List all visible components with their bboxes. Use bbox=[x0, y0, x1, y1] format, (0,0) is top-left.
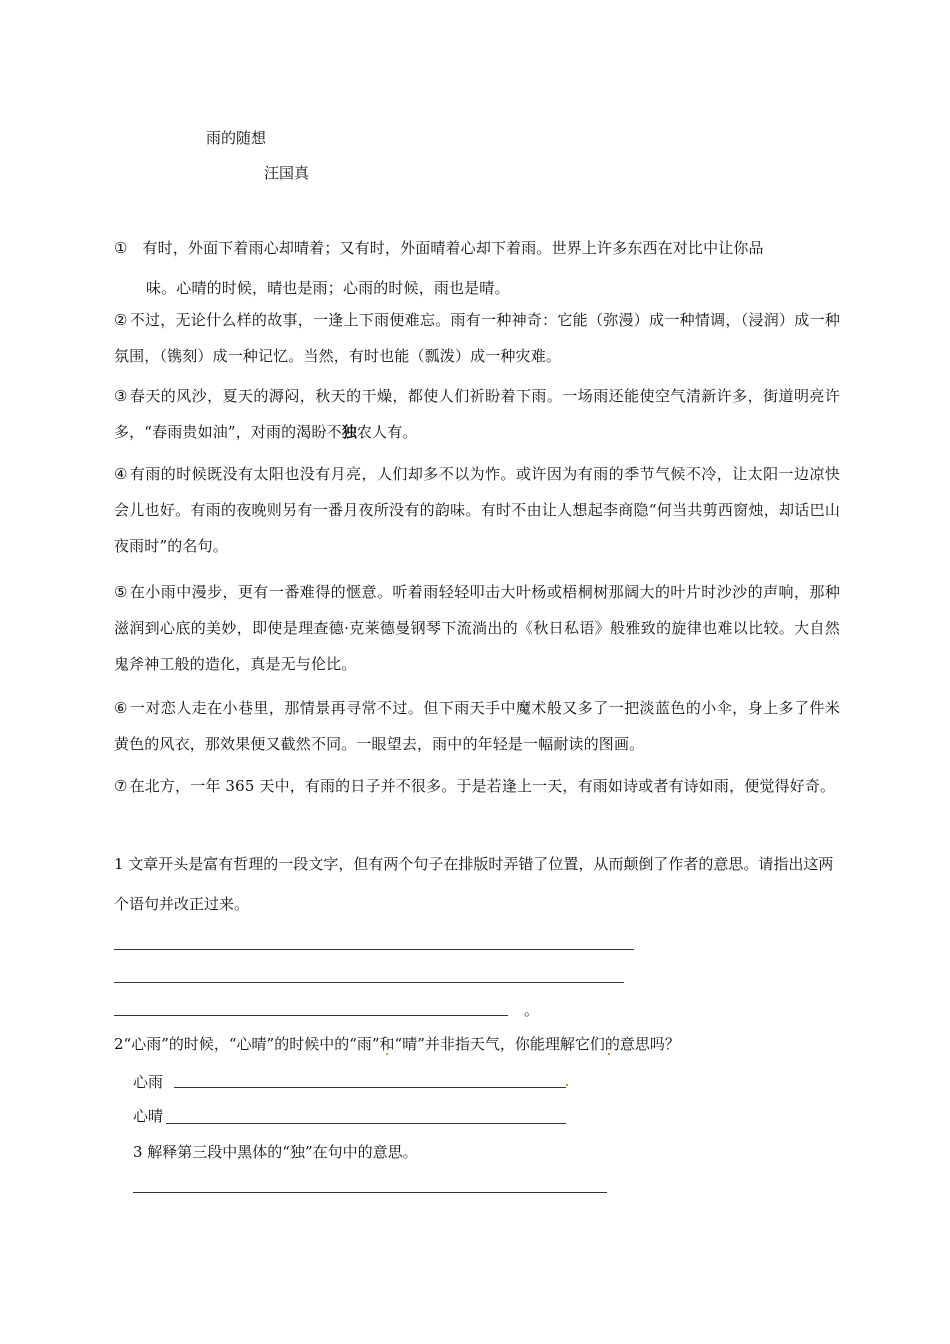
question-2: 2“心雨”的时候，“心晴”的时候中的“雨”和“晴”并非指天气，你能理解它们的意思吗？ bbox=[114, 1035, 680, 1053]
paragraph-text: 在北方，一年 365 天中，有雨的日子并不很多。于是若逢上一天，有雨如诗或者有诗如雨，便觉得好奇。 bbox=[129, 777, 836, 795]
answer-line-xin-yu[interactable] bbox=[174, 1087, 566, 1088]
question-3: 3 解释第三段中黑体的“独”在句中的意思。 bbox=[133, 1143, 418, 1161]
answer-line[interactable] bbox=[114, 1015, 508, 1016]
paragraph-text: 不过，无论什么样的故事，一逢上下雨便难忘。雨有一种神奇：它能（弥漫）成一种情调，（浸润）成一种氛围，（镌刻）成一种记忆。当然，有时也能（瓢泼）成一种灾难。 bbox=[114, 311, 840, 365]
paragraph-text: 有雨的时候既没有太阳也没有月亮，人们却多不以为怍。或许因为有雨的季节气候不冷，让太阳一边凉快会儿也好。有雨的夜晚则另有一番月夜所没有的韵味。有时不由让人想起李商隐“何当共剪西窗烛，却话巴山夜雨时”的名句。 bbox=[114, 465, 840, 555]
bold-highlight-char: 独 bbox=[341, 423, 357, 441]
paragraph-6 bbox=[114, 690, 840, 762]
paragraph-marker: ⑦ bbox=[114, 777, 128, 795]
paragraph-3 bbox=[114, 378, 840, 450]
paragraph-text: 一对恋人走在小巷里，那情景再寻常不过。但下雨天手中魔术般又多了一把淡蓝色的小伞，身上多了件米黄色的风衣，那效果便又截然不同。一眼望去，雨中的年轻是一幅耐读的图画。 bbox=[114, 699, 840, 753]
paragraph-1 bbox=[114, 228, 840, 308]
paragraph-text-end: 农人有。 bbox=[356, 423, 418, 441]
paragraph-marker: ② bbox=[114, 311, 128, 329]
paragraph-marker: ④ bbox=[114, 465, 128, 483]
paragraph-2 bbox=[114, 302, 840, 374]
paragraph-marker: ⑤ bbox=[114, 583, 128, 601]
question-1: 1 文章开头是富有哲理的一段文字，但有两个句子在排版时弄错了位置，从而颠倒了作者的意思。请指出这两个语句并改正过来。 bbox=[114, 855, 834, 913]
scan-mark bbox=[386, 1053, 388, 1055]
paragraph-marker: ① bbox=[114, 239, 128, 257]
paragraph-5 bbox=[114, 574, 840, 682]
paragraph-4 bbox=[114, 456, 840, 564]
scan-mark bbox=[608, 1053, 610, 1055]
doc-author: 汪国真 bbox=[264, 164, 310, 182]
answer-line-xin-qing[interactable] bbox=[166, 1123, 566, 1124]
paragraph-text: 在小雨中漫步，更有一番难得的惬意。听着雨轻轻叩击大叶杨或梧桐树那阔大的叶片时沙沙的声响，那种滋润到心底的美妙，即使是理查德·克莱德曼钢琴下流淌出的《秋日私语》般雅致的旋律也难以比较。大自然鬼斧神工般的造化，真是无与伦比。 bbox=[114, 583, 840, 673]
label-xin-yu: 心雨 bbox=[133, 1073, 164, 1091]
paragraph-text-continued: 味。心晴的时候，晴也是雨；心雨的时候，雨也是晴。 bbox=[146, 279, 510, 297]
paragraph-text: 春天的风沙，夏天的溽闷，秋天的干燥，都使人们祈盼着下雨。一场雨还能使空气清新许多，街道明亮许多，“春雨贵如油”，对雨的渴盼不 bbox=[114, 387, 840, 441]
paragraph-marker: ⑥ bbox=[114, 699, 128, 717]
paragraph-7 bbox=[114, 768, 840, 804]
answer-line[interactable] bbox=[133, 1192, 607, 1193]
doc-title: 雨的随想 bbox=[206, 129, 267, 147]
answer-line[interactable] bbox=[114, 949, 634, 950]
answer-end-mark: 。 bbox=[524, 1001, 540, 1019]
label-xin-qing: 心晴 bbox=[133, 1107, 164, 1125]
paragraph-marker: ③ bbox=[114, 387, 128, 405]
paragraph-text: 有时，外面下着雨心却晴着；又有时，外面晴着心却下着雨。世界上许多东西在对比中让你品 bbox=[142, 239, 764, 257]
scan-mark bbox=[566, 1084, 568, 1086]
answer-line[interactable] bbox=[114, 982, 624, 983]
